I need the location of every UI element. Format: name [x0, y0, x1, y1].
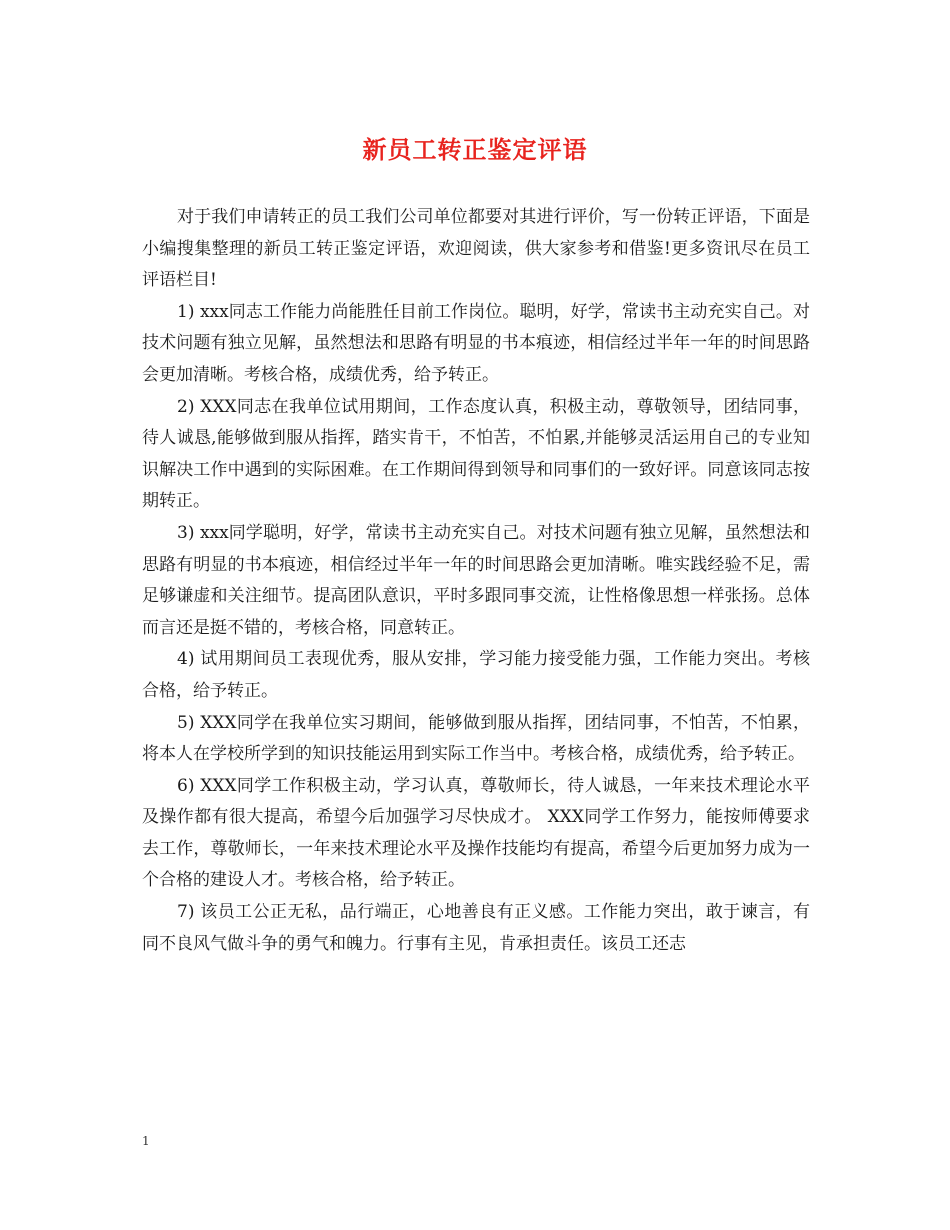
evaluation-paragraph-6: 6) XXX同学工作积极主动，学习认真，尊敬师长，待人诚恳，一年来技术理论水平及操作都有很大提高，希望今后加强学习尽快成才。 XXX同学工作努力，能按师傅要求去工作，尊敬师长，一年来技术理论水平及操作技能均有提高，希望今后更加努力成为一个合格的建设人才。考核合格，给予转正。 [142, 775, 810, 891]
evaluation-paragraph-1: 1) xxx同志工作能力尚能胜任目前工作岗位。聪明，好学，常读书主动充实自己。对技术问题有独立见解，虽然想法和思路有明显的书本痕迹，相信经过半年一年的时间思路会更加清晰。考核合格，成绩优秀，给予转正。 [142, 301, 810, 385]
evaluation-paragraph-2: 2) XXX同志在我单位试用期间，工作态度认真，积极主动，尊敬领导，团结同事，待人诚恳,能够做到服从指挥，踏实肯干，不怕苦，不怕累,并能够灵活运用自己的专业知识解决工作中遇到的实际困难。在工作期间得到领导和同事们的一致好评。同意该同志按期转正。 [142, 396, 810, 512]
document-title: 新员工转正鉴定评语 [362, 135, 588, 164]
evaluation-paragraph-4: 4) 试用期间员工表现优秀，服从安排，学习能力接受能力强，工作能力突出。考核合格，给予转正。 [142, 649, 810, 701]
document-body [142, 202, 810, 960]
evaluation-paragraph-5: 5) XXX同学在我单位实习期间，能够做到服从指挥，团结同事，不怕苦，不怕累，将本人在学校所学到的知识技能运用到实际工作当中。考核合格，成绩优秀，给予转正。 [142, 712, 810, 765]
intro-paragraph: 对于我们申请转正的员工我们公司单位都要对其进行评价，写一份转正评语，下面是小编搜集整理的新员工转正鉴定评语，欢迎阅读，供大家参考和借鉴!更多资讯尽在员工评语栏目! [142, 207, 810, 291]
evaluation-paragraph-7: 7) 该员工公正无私，品行端正，心地善良有正义感。工作能力突出，敢于谏言，有同不良风气做斗争的勇气和魄力。行事有主见，肯承担责任。该员工还志 [142, 902, 810, 954]
evaluation-paragraph-3: 3) xxx同学聪明，好学，常读书主动充实自己。对技术问题有独立见解，虽然想法和思路有明显的书本痕迹，相信经过半年一年的时间思路会更加清晰。唯实践经验不足，需足够谦虚和关注细节。提高团队意识，平时多跟同事交流，让性格像思想一样张扬。总体而言还是挺不错的，考核合格，同意转正。 [142, 522, 810, 638]
page-number: 1 [142, 1134, 150, 1148]
